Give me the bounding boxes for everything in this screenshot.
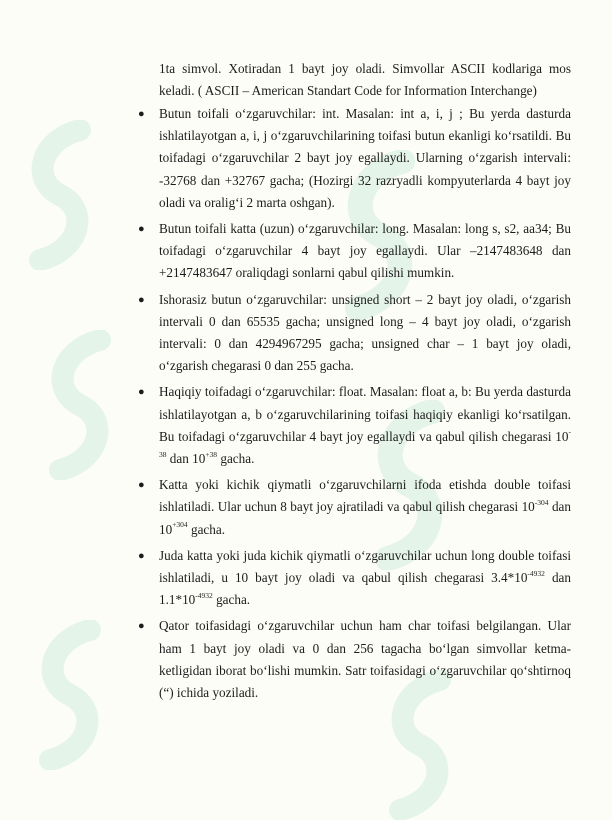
list-item-text: Katta yoki kichik qiymatli o‘zgaruvchilarni ifoda etishda double toifasi ishlatiladi. Ular uchun 8 bayt joy ajratiladi va qabul qilish chegarasi 10 — [159, 477, 571, 515]
bullet-icon: ● — [138, 108, 145, 120]
exponent: +304 — [172, 520, 188, 530]
list-item-text: gacha. — [217, 451, 255, 467]
type-list — [0, 103, 612, 708]
exponent: +38 — [205, 449, 218, 459]
exponent: -38 — [159, 427, 571, 459]
intro-paragraph: 1ta simvol. Xotiradan 1 bayt joy oladi. Simvollar ASCII kodlariga mos keladi. ( ASCII – American Standart Code for Information Interchange) — [159, 61, 571, 99]
list-item-text: Haqiqiy toifadagi o‘zgaruvchilar: float. Masalan: float a, b: Bu yerda dasturda ishlatilayotgan a, b o‘zgaruvchilarining toifasi haqiqiy ekanligi ko‘rsatilgan. Bu toifadagi o‘zgaruvchilar 4 bayt joy egallaydi va qabul qilish chegarasi 10 — [159, 384, 571, 444]
bullet-icon: ● — [138, 620, 145, 633]
exponent: -304 — [534, 498, 549, 508]
list-item-long — [138, 218, 571, 285]
exponent: -4932 — [527, 568, 545, 578]
bullet-icon: ● — [138, 549, 145, 562]
list-item-text: Butun toifali katta (uzun) o‘zgaruvchilar: long. Masalan: long s, s2, aa34; Bu toifadagi o‘zgaruvchilar 4 bayt joy egallaydi. Ular –2147483648 dan +2147483647 oraliqdagi sonlarni qabul qilishi mumkin. — [159, 221, 571, 281]
bullet-icon: ● — [138, 479, 145, 492]
list-item-unsigned — [138, 289, 571, 378]
list-item-text: dan 10 — [166, 451, 206, 467]
list-item-text: Juda katta yoki juda kichik qiymatli o‘zgaruvchilar uchun long double toifasi ishlatiladi, u 10 bayt joy oladi va qabul qilish chegarasi 3.4*10 — [159, 547, 571, 586]
bullet-icon: ● — [138, 386, 145, 399]
list-item-float — [138, 381, 571, 470]
exponent: -4932 — [195, 590, 213, 600]
list-item-text: gacha. — [212, 592, 251, 608]
list-item-text: Butun toifali o‘zgaruvchilar: int. Masalan: int a, i, j ; Bu yerda dasturda ishlatilayotgan a, i, j o‘zgaruvchilarining toifasi butun ekanligi ko‘rsatildi. Bu toifadagi o‘zgaruvchilar 2 bayt joy egallaydi. Ularning o‘zgarish intervali: -32768 dan +32767 gacha; (Hozirgi 32 razryadli kompyuterlarda 4 bayt joy oladi va oralig‘i 2 marta oshgan). — [159, 106, 571, 210]
bullet-icon: ● — [138, 293, 145, 306]
list-item-text: gacha. — [187, 521, 226, 537]
list-item-int — [138, 103, 571, 214]
list-item-text: dan 1.1*10 — [159, 570, 571, 608]
bullet-icon: ● — [138, 223, 145, 236]
list-item-double — [138, 474, 572, 541]
list-item-long-double — [138, 545, 571, 612]
list-item-text: Qator toifasidagi o‘zgaruvchilar uchun ham char toifasi belgilangan. Ular ham 1 bayt joy oladi va 0 dan 256 tagacha bo‘lgan simvollar ketma-ketligidan iborat bo‘lishi mumkin. Satr toifasidagi o‘zgaruvchilar qo‘shtirnoq (“) ichida yoziladi. — [159, 618, 571, 701]
list-item-char-string — [138, 615, 571, 704]
list-item-text: dan 10 — [159, 499, 572, 537]
list-item-text: Ishorasiz butun o‘zgaruvchilar: unsigned short – 2 bayt joy oladi, o‘zgarish intervali 0 dan 65535 gacha; unsigned long – 4 bayt joy oladi, o‘zgarish intervali: 0 dan 4294967295 gacha; unsigned char – 1 bayt joy oladi, o‘zgarish chegarasi 0 dan 255 gacha. — [159, 291, 571, 374]
